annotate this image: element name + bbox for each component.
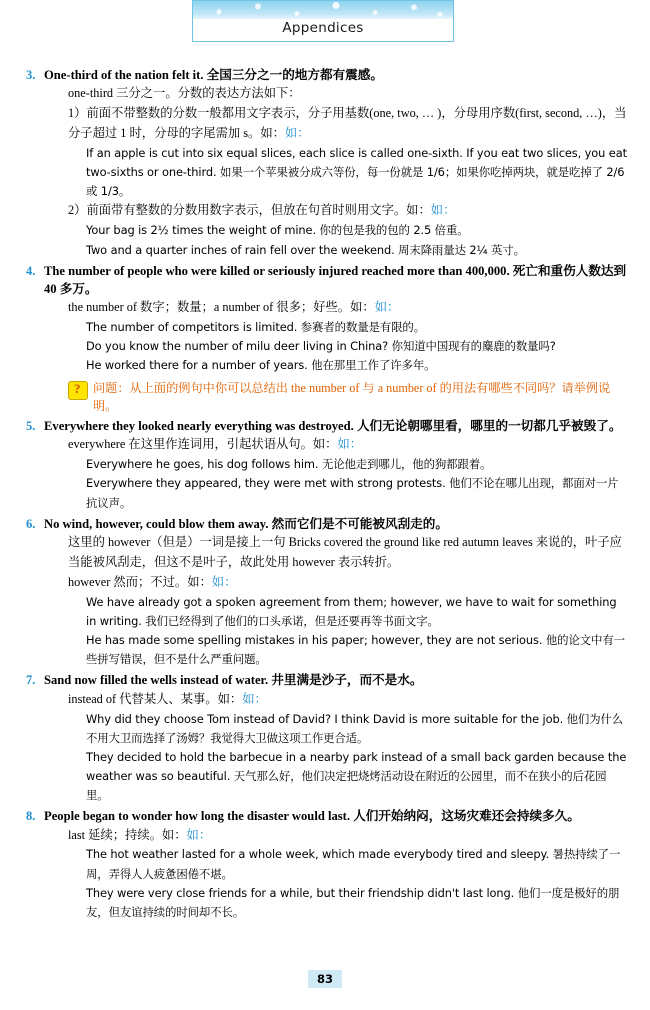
- entry-5-title: Everywhere they looked nearly everything was destroyed. 人们无论朝哪里看，哪里的一切都几乎被毁了。: [44, 419, 622, 434]
- page-number: 83: [308, 970, 342, 988]
- entry-6-line-2: We have already got a spoken agreement from them; however, we have to wait for something in writing. 我们已经得到了他们的口头承诺，但是还要再等书面文字。: [86, 594, 617, 628]
- entry-8: [26, 807, 628, 922]
- entry-4-number: 4.: [26, 263, 36, 278]
- entry-7-number: 7.: [26, 673, 36, 688]
- entry-5-heading: [26, 417, 628, 435]
- page-header-banner: [192, 0, 454, 42]
- entry-5-body: [68, 435, 628, 512]
- entry-3: [26, 66, 628, 260]
- entry-4-line-3: He worked there for a number of years. 他在那里工作了许多年。: [86, 358, 436, 373]
- entry-3-heading: [26, 66, 628, 84]
- entry-3-body: [68, 84, 628, 259]
- entry-6-body: [68, 533, 628, 669]
- entry-6-heading: [26, 515, 628, 533]
- entry-4-question-text: 问题：从上面的例句中你可以总结出 the number of 与 a number of 的用法有哪些不同吗？请举例说明。: [93, 380, 611, 413]
- entry-6-line-3: He has made some spelling mistakes in his paper; however, they are not serious. 他的论文中有一些拼写错误，但不是什么严重问题。: [86, 633, 625, 667]
- eg-label: 如：: [284, 126, 310, 141]
- entry-6-line-1: however 然而；不过。如：如：: [68, 574, 237, 589]
- entry-7-heading: [26, 671, 628, 689]
- page-title: Appendices: [282, 20, 364, 36]
- entry-4-body: [68, 298, 628, 375]
- entry-8-line-1: The hot weather lasted for a whole week, which made everybody tired and sleepy. 暑热持续了一周，弄得人人疲惫困倦不堪。: [86, 847, 621, 881]
- eg-label: 如：: [242, 691, 267, 706]
- page-content: [26, 66, 628, 924]
- entry-8-title: People began to wonder how long the disaster would last. 人们开始纳闷，这场灾难还会持续多久。: [44, 809, 580, 824]
- entry-7-line-0: instead of 代替某人、某事。如：如：: [68, 691, 267, 706]
- entry-7: [26, 671, 628, 805]
- entry-6-title: No wind, however, could blow them away. 然而它们是不可能被风刮走的。: [44, 516, 448, 531]
- entry-8-heading: [26, 807, 628, 825]
- entry-4-line-2: Do you know the number of milu deer living in China? 你知道中国现有的麋鹿的数量吗?: [86, 339, 556, 354]
- entry-6-line-0: 这里的 however（但是）一词是接上一句 Bricks covered the ground like red autumn leaves 来说的，叶子应当能被风刮走，但这不是叶子，故此处用 however 表示转折。: [68, 535, 622, 569]
- eg-label: 如：: [186, 827, 212, 842]
- entry-7-body: [68, 690, 628, 806]
- water-wave-icon: [193, 1, 453, 19]
- entry-4: [26, 262, 628, 415]
- entry-5-line-0: everywhere 在这里作连词用，引起状语从句。如：如：: [68, 437, 363, 452]
- entry-3-line-4: Your bag is 2½ times the weight of mine. 你的包是我的包的 2.5 倍重。: [86, 223, 469, 238]
- entry-3-line-2: If an apple is cut into six equal slices, each slice is called one-sixth. If you eat two slices, you eat two-sixths or one-third. 如果一个苹果被分成六等份，每一份就是 1/6；如果你吃掉两块，就是吃掉了 2/6 或 1/3。: [86, 145, 627, 199]
- entry-4-heading: [26, 262, 628, 299]
- eg-label: 如：: [430, 203, 456, 218]
- entry-4-title: The number of people who were killed or seriously injured reached more than 400,000. 死亡和重伤人数达到 40 多万。: [44, 263, 627, 296]
- entry-3-line-3: 2）前面带有整数的分数用数字表示，但放在句首时则用文字。如：如：: [68, 203, 456, 218]
- entry-4-question: [68, 379, 628, 416]
- eg-label: 如：: [337, 437, 363, 452]
- entry-4-line-0: the number of 数字；数量；a number of 很多；好些。如：如：: [68, 300, 400, 315]
- entry-8-line-2: They were very close friends for a while, but their friendship didn't last long. 他们一度是极好的朋友，但友谊持续的时间却不长。: [86, 885, 620, 919]
- entry-7-line-2: They decided to hold the barbecue in a nearby park instead of a small back garden because the weather was so beautiful. 天气那么好，他们决定把烧烤活动设在附近的公园里，而不在狭小的后花园里。: [86, 749, 627, 803]
- eg-label: 如：: [374, 300, 400, 315]
- entry-4-line-1: The number of competitors is limited. 参赛者的数量是有限的。: [86, 320, 426, 335]
- entry-8-number: 8.: [26, 809, 36, 824]
- entry-3-title: One-third of the nation felt it. 全国三分之一的地方都有震感。: [44, 68, 383, 82]
- entry-5-line-2: Everywhere they appeared, they were met with strong protests. 他们不论在哪儿出现，都面对一片抗议声。: [86, 476, 619, 510]
- entry-8-line-0: last 延续；持续。如：如：: [68, 827, 212, 842]
- entry-3-line-1: 1）前面不带整数的分数一般都用文字表示，分子用基数(one, two, … )，分母用序数(first, second, …)，当分子超过 1 时，分母的字尾需加 s。如：如：: [68, 106, 627, 141]
- entry-6: [26, 515, 628, 670]
- page-footer: [0, 970, 650, 988]
- entry-8-body: [68, 826, 628, 923]
- entry-6-number: 6.: [26, 516, 36, 531]
- entry-3-number: 3.: [26, 68, 36, 82]
- entry-5-line-1: Everywhere he goes, his dog follows him. 无论他走到哪儿，他的狗都跟着。: [86, 457, 492, 472]
- entry-3-line-5: Two and a quarter inches of rain fell over the weekend. 周末降雨量达 2¼ 英寸。: [86, 242, 525, 257]
- entry-7-line-1: Why did they choose Tom instead of David? I think David is more suitable for the job. 他们为什么不用大卫而选择了汤姆？我觉得大卫做这项工作更合适。: [86, 711, 624, 745]
- entry-5-number: 5.: [26, 419, 36, 434]
- entry-7-title: Sand now filled the wells instead of water. 井里满是沙子，而不是水。: [44, 673, 423, 688]
- entry-3-line-0: one-third 三分之一。分数的表达方法如下：: [68, 86, 301, 101]
- entry-5: [26, 417, 628, 513]
- eg-label: 如：: [211, 574, 237, 589]
- question-mark-icon: [68, 381, 88, 400]
